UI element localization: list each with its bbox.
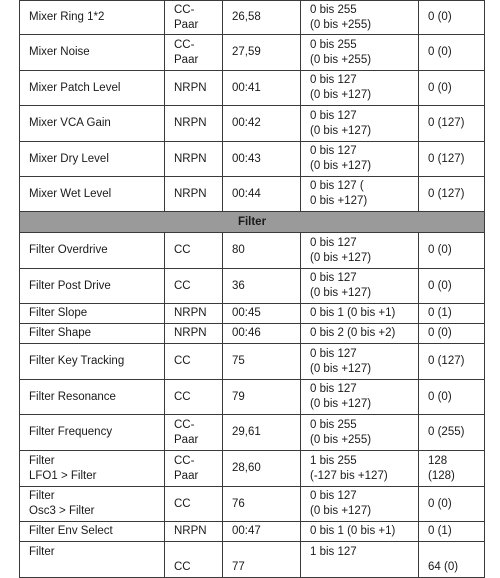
cell-text-line: 00:46 bbox=[232, 327, 261, 339]
cell-text-line: (0 bis +127) bbox=[310, 362, 372, 375]
default-cell bbox=[419, 177, 485, 212]
controller-cell bbox=[223, 269, 301, 304]
cell-text-line: Filter Resonance bbox=[29, 390, 116, 403]
cell-text-line: 26,58 bbox=[232, 11, 261, 23]
range-cell bbox=[301, 487, 419, 522]
table-row bbox=[20, 487, 485, 522]
cell-text-line: 0 (127) bbox=[428, 152, 465, 165]
default-cell bbox=[419, 71, 485, 106]
default-cell bbox=[419, 1, 485, 35]
default-cell bbox=[419, 522, 485, 542]
table-row bbox=[20, 269, 485, 304]
range-cell bbox=[301, 177, 419, 212]
cell-text-line: (0 bis +127) bbox=[310, 251, 372, 264]
cell-text-line: 77 bbox=[232, 560, 245, 573]
cell-text-line: (0 bis +255) bbox=[310, 18, 372, 31]
parameter-name-cell bbox=[20, 233, 165, 269]
type-cell bbox=[165, 269, 223, 304]
cell-text-line: 0 bis 1 (0 bis +1) bbox=[310, 307, 396, 319]
table-row bbox=[20, 1, 485, 35]
range-cell bbox=[301, 35, 419, 71]
cell-text-line: Mixer Dry Level bbox=[29, 152, 109, 165]
cell-text-line: NRPN bbox=[174, 152, 207, 165]
cell-text-line: LFO1 > Filter bbox=[29, 469, 97, 482]
controller-cell bbox=[223, 35, 301, 71]
cell-text-line: 0 bis 127 bbox=[310, 236, 357, 249]
cell-text-line: Mixer Noise bbox=[29, 46, 90, 58]
cell-text-line: Filter Key Tracking bbox=[29, 355, 125, 367]
table-row bbox=[20, 415, 485, 451]
section-title: Filter bbox=[20, 212, 485, 233]
cell-text-line: Filter bbox=[29, 545, 55, 558]
parameter-name-cell bbox=[20, 142, 165, 177]
range-cell bbox=[301, 522, 419, 542]
type-cell bbox=[165, 487, 223, 522]
type-cell bbox=[165, 522, 223, 542]
table-row bbox=[20, 35, 485, 71]
controller-cell bbox=[223, 344, 301, 380]
table-row bbox=[20, 106, 485, 142]
cell-text-line: 0 (0) bbox=[428, 497, 452, 510]
cell-text-line: CC- bbox=[174, 38, 195, 51]
cell-text-line: NRPN bbox=[174, 81, 207, 94]
cell-text-line: NRPN bbox=[174, 187, 207, 200]
parameter-name-cell bbox=[20, 269, 165, 304]
cell-text-line: 0 bis 255 bbox=[310, 3, 357, 16]
controller-cell bbox=[223, 304, 301, 324]
cell-text-line: 00:41 bbox=[232, 81, 261, 94]
type-cell bbox=[165, 380, 223, 415]
parameter-name-cell bbox=[20, 380, 165, 415]
cell-text-line bbox=[428, 545, 484, 560]
table-row bbox=[20, 522, 485, 542]
cell-text-line: 1 bis 255 bbox=[310, 454, 357, 467]
cell-text-line: (0 bis +127) bbox=[310, 160, 372, 172]
cell-text-line: 0 bis 127 bbox=[310, 272, 357, 284]
controller-cell bbox=[223, 380, 301, 415]
range-cell bbox=[301, 304, 419, 324]
range-cell bbox=[301, 71, 419, 106]
controller-cell bbox=[223, 522, 301, 542]
cell-text-line: 0 bis +127) bbox=[310, 195, 368, 207]
controller-cell bbox=[223, 71, 301, 106]
cell-text-line: 0 (1) bbox=[428, 525, 452, 537]
table-row bbox=[20, 304, 485, 324]
cell-text-line: 00:44 bbox=[232, 187, 261, 200]
range-cell bbox=[301, 269, 419, 304]
cell-text-line: Paar bbox=[174, 18, 199, 31]
type-cell bbox=[165, 344, 223, 380]
cell-text-line: 64 (0) bbox=[428, 560, 459, 573]
default-cell bbox=[419, 35, 485, 71]
range-cell bbox=[301, 106, 419, 142]
table-row bbox=[20, 451, 485, 487]
cell-text-line: Paar bbox=[174, 53, 199, 66]
table-row bbox=[20, 344, 485, 380]
table-row bbox=[20, 142, 485, 177]
cell-text-line: 36 bbox=[232, 279, 245, 292]
controller-cell bbox=[223, 106, 301, 142]
cell-text-line: CC bbox=[174, 560, 191, 573]
cell-text-line: 0 bis 127 bbox=[310, 74, 357, 86]
cell-text-line: 0 bis 127 ( bbox=[310, 180, 364, 192]
cell-text-line: 0 (0) bbox=[428, 81, 452, 94]
cell-text-line: 76 bbox=[232, 497, 245, 510]
cell-text-line: 0 (0) bbox=[428, 279, 452, 292]
cell-text-line: Filter Shape bbox=[29, 327, 92, 339]
cell-text-line: 00:42 bbox=[232, 117, 261, 129]
cell-text-line: Filter Post Drive bbox=[29, 279, 111, 292]
parameter-name-cell bbox=[20, 344, 165, 380]
cell-text-line bbox=[310, 560, 418, 575]
default-cell bbox=[419, 106, 485, 142]
cell-text-line: (0 bis +255) bbox=[310, 433, 372, 446]
cell-text-line: 128 bbox=[428, 454, 448, 467]
default-cell bbox=[419, 304, 485, 324]
cell-text-line: 1 bis 127 bbox=[310, 545, 357, 558]
cell-text-line: 0 bis 255 bbox=[310, 38, 357, 51]
type-cell bbox=[165, 451, 223, 487]
parameter-name-cell bbox=[20, 451, 165, 487]
default-cell bbox=[419, 269, 485, 304]
cell-text-line: 80 bbox=[232, 244, 245, 256]
type-cell bbox=[165, 415, 223, 451]
cell-text-line: 0 (0) bbox=[428, 244, 452, 256]
cell-text-line: 0 bis 255 bbox=[310, 418, 357, 431]
cell-text-line: 75 bbox=[232, 355, 245, 367]
cell-text-line: 00:47 bbox=[232, 525, 261, 537]
cell-text-line: Osc3 > Filter bbox=[29, 505, 95, 517]
controller-cell bbox=[223, 324, 301, 344]
range-cell bbox=[301, 344, 419, 380]
cell-text-line: NRPN bbox=[174, 117, 207, 129]
table-row bbox=[20, 71, 485, 106]
cell-text-line: 00:43 bbox=[232, 152, 261, 165]
default-cell bbox=[419, 487, 485, 522]
parameter-name-cell bbox=[20, 106, 165, 142]
parameter-name-cell bbox=[20, 522, 165, 542]
cell-text-line: Mixer Ring 1*2 bbox=[29, 11, 105, 23]
cell-text-line: CC bbox=[174, 279, 191, 292]
table-row bbox=[20, 233, 485, 269]
cell-text-line: Mixer Patch Level bbox=[29, 81, 121, 94]
cell-text-line bbox=[174, 545, 222, 560]
default-cell bbox=[419, 142, 485, 177]
cell-text-line: 0 bis 127 bbox=[310, 145, 357, 157]
default-cell bbox=[419, 451, 485, 487]
cell-text-line: (128) bbox=[428, 469, 455, 482]
cell-text-line: Filter Overdrive bbox=[29, 244, 108, 256]
type-cell bbox=[165, 324, 223, 344]
controller-cell bbox=[223, 487, 301, 522]
range-cell bbox=[301, 380, 419, 415]
cell-text-line: Filter Env Select bbox=[29, 525, 113, 537]
cell-text-line: Paar bbox=[174, 433, 199, 446]
cell-text-line: Filter bbox=[29, 454, 55, 467]
controller-cell bbox=[223, 1, 301, 35]
cell-text-line: CC bbox=[174, 497, 191, 510]
cell-text-line: Mixer Wet Level bbox=[29, 187, 112, 200]
cell-text-line: (0 bis +127) bbox=[310, 287, 372, 299]
default-cell bbox=[419, 344, 485, 380]
default-cell bbox=[419, 415, 485, 451]
cell-text-line: 0 (0) bbox=[428, 46, 452, 58]
cell-text-line: 0 bis 1 (0 bis +1) bbox=[310, 525, 396, 537]
cell-text-line: 0 bis 127 bbox=[310, 109, 357, 122]
cell-text-line: 28,60 bbox=[232, 462, 261, 474]
cell-text-line: CC bbox=[174, 390, 191, 403]
cell-text-line: 27,59 bbox=[232, 46, 261, 58]
controller-cell bbox=[223, 177, 301, 212]
cell-text-line: NRPN bbox=[174, 307, 207, 319]
cell-text-line: (0 bis +127) bbox=[310, 124, 372, 137]
parameter-name-cell bbox=[20, 1, 165, 35]
cell-text-line bbox=[29, 560, 164, 575]
cell-text-line: 29,61 bbox=[232, 426, 261, 438]
parameter-name-cell bbox=[20, 324, 165, 344]
cell-text-line: CC- bbox=[174, 454, 195, 467]
type-cell bbox=[165, 233, 223, 269]
type-cell bbox=[165, 177, 223, 212]
type-cell bbox=[165, 35, 223, 71]
controller-cell bbox=[223, 233, 301, 269]
cell-text-line: (0 bis +127) bbox=[310, 398, 372, 410]
cell-text-line: (-127 bis +127) bbox=[310, 469, 388, 482]
table-row bbox=[20, 177, 485, 212]
cell-text-line: Filter Frequency bbox=[29, 426, 113, 438]
cell-text-line: 0 (127) bbox=[428, 117, 465, 129]
cell-text-line: 0 (1) bbox=[428, 307, 452, 319]
table-row bbox=[20, 380, 485, 415]
cell-text-line: CC bbox=[174, 244, 191, 256]
type-cell bbox=[165, 304, 223, 324]
cell-text-line: 0 (0) bbox=[428, 390, 452, 403]
cell-text-line: 0 (127) bbox=[428, 187, 465, 200]
table-row bbox=[20, 324, 485, 344]
type-cell bbox=[165, 106, 223, 142]
cell-text-line: 0 bis 2 (0 bis +2) bbox=[310, 327, 396, 339]
controller-cell bbox=[223, 415, 301, 451]
cell-text-line: 79 bbox=[232, 390, 245, 403]
cell-text-line: CC- bbox=[174, 3, 195, 16]
cell-text-line: 0 (0) bbox=[428, 327, 452, 339]
cell-text-line: 0 bis 127 bbox=[310, 490, 357, 502]
cell-text-line: Paar bbox=[174, 469, 199, 482]
cell-text-line: (0 bis +127) bbox=[310, 505, 372, 517]
controller-cell bbox=[223, 142, 301, 177]
section-header-row bbox=[20, 212, 485, 233]
parameter-table bbox=[19, 0, 485, 578]
cell-text-line: (0 bis +127) bbox=[310, 89, 372, 101]
cell-text-line: 0 (255) bbox=[428, 426, 465, 438]
parameter-name-cell bbox=[20, 415, 165, 451]
cell-text-line: 00:45 bbox=[232, 307, 261, 319]
range-cell bbox=[301, 451, 419, 487]
cell-text-line: 0 (0) bbox=[428, 11, 452, 23]
cell-text-line: NRPN bbox=[174, 525, 207, 537]
cell-text-line: CC bbox=[174, 355, 191, 367]
cell-text-line: (0 bis +255) bbox=[310, 53, 372, 66]
parameter-name-cell bbox=[20, 487, 165, 522]
parameter-name-cell bbox=[20, 304, 165, 324]
type-cell bbox=[165, 71, 223, 106]
cell-text-line: CC- bbox=[174, 418, 195, 431]
default-cell bbox=[419, 233, 485, 269]
cell-text-line: 0 bis 127 bbox=[310, 347, 357, 360]
range-cell bbox=[301, 1, 419, 35]
range-cell bbox=[301, 415, 419, 451]
type-cell bbox=[165, 142, 223, 177]
cell-text-line: Filter bbox=[29, 490, 55, 502]
cell-text-line: NRPN bbox=[174, 327, 207, 339]
controller-cell bbox=[223, 451, 301, 487]
cell-text-line: Mixer VCA Gain bbox=[29, 117, 111, 129]
cell-text-line bbox=[232, 545, 300, 560]
default-cell bbox=[419, 380, 485, 415]
range-cell bbox=[301, 142, 419, 177]
range-cell bbox=[301, 324, 419, 344]
cell-text-line: Filter Slope bbox=[29, 307, 88, 319]
range-cell bbox=[301, 233, 419, 269]
default-cell bbox=[419, 324, 485, 344]
parameter-name-cell bbox=[20, 35, 165, 71]
parameter-name-cell bbox=[20, 71, 165, 106]
cell-text-line: 0 (127) bbox=[428, 355, 465, 367]
parameter-rows bbox=[20, 1, 485, 578]
type-cell bbox=[165, 1, 223, 35]
parameter-name-cell bbox=[20, 177, 165, 212]
cell-text-line: 0 bis 127 bbox=[310, 383, 357, 395]
